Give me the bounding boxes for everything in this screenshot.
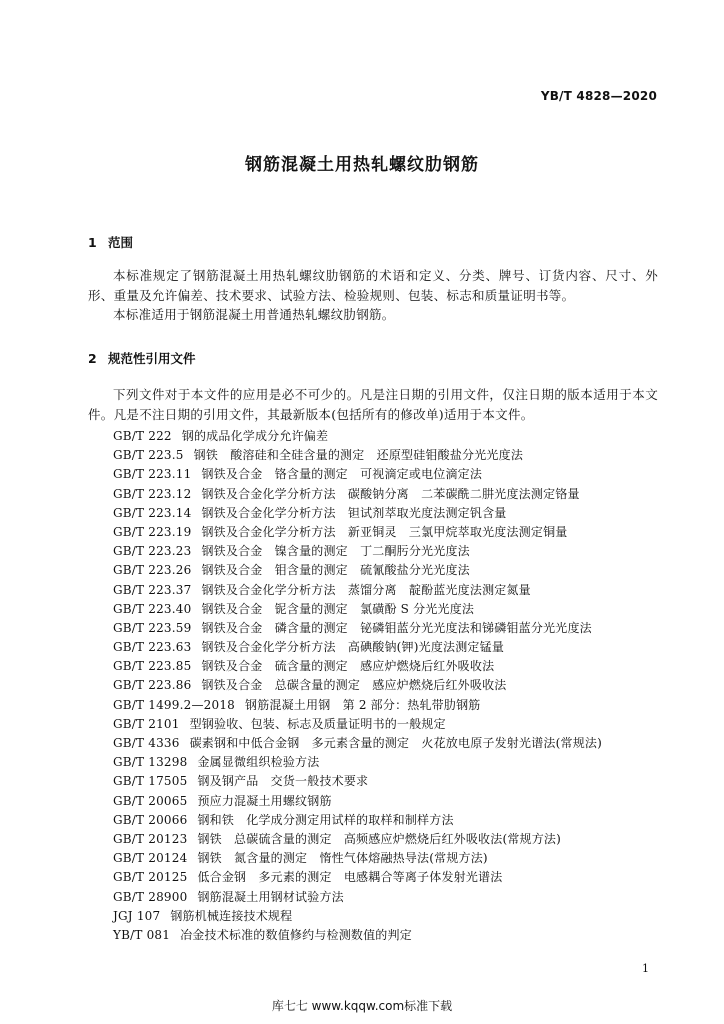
- reference-item: [113, 523, 602, 542]
- reference-code: GB/T 20065: [113, 793, 188, 808]
- reference-item: [113, 849, 602, 868]
- section-heading-scope: [88, 233, 133, 251]
- reference-title: 钢铁及合金 铬含量的测定 可视滴定或电位滴定法: [201, 467, 483, 482]
- reference-list: [113, 427, 602, 945]
- reference-code: GB/T 223.12: [113, 486, 192, 501]
- reference-title: 碳素钢和中低合金钢 多元素含量的测定 火花放电原子发射光谱法(常规法): [189, 736, 602, 750]
- scope-paragraph-2: 本标准适用于钢筋混凝土用普通热轧螺纹肋钢筋。: [113, 307, 395, 322]
- reference-code: GB/T 13298: [113, 755, 188, 770]
- reference-item: [113, 888, 602, 907]
- reference-item: [113, 465, 602, 484]
- section-title: 规范性引用文件: [108, 351, 196, 366]
- reference-item: [113, 811, 602, 830]
- reference-code: JGJ 107: [113, 908, 161, 923]
- reference-title: 钢铁及合金 硫含量的测定 感应炉燃烧后红外吸收法: [201, 659, 495, 674]
- reference-item: [113, 446, 602, 465]
- scope-paragraph-1: 本标准规定了钢筋混凝土用热轧螺纹肋钢筋的术语和定义、分类、牌号、订货内容、尺寸、外形、重量及允许偏差、技术要求、试验方法、检验规则、包装、标志和质量证明书等。: [88, 268, 658, 303]
- reference-code: GB/T 20125: [113, 870, 188, 885]
- reference-code: GB/T 222: [113, 429, 172, 443]
- reference-code: GB/T 223.85: [113, 659, 192, 674]
- reference-title: 钢铁及合金 磷含量的测定 铋磷钼蓝分光光度法和锑磷钼蓝分光光度法: [201, 620, 592, 635]
- reference-item: [113, 830, 602, 849]
- reference-title: 预应力混凝土用螺纹钢筋: [197, 793, 332, 808]
- reference-code: GB/T 20124: [113, 851, 188, 866]
- reference-title: 钢铁及合金化学分析方法 蒸馏分离 靛酚蓝光度法测定氮量: [201, 582, 531, 597]
- reference-item: [113, 734, 602, 753]
- reference-title: 金属显微组织检验方法: [197, 755, 320, 770]
- reference-code: GB/T 2101: [113, 716, 180, 731]
- reference-item: [113, 657, 602, 676]
- reference-item: [113, 427, 602, 446]
- reference-code: GB/T 223.37: [113, 582, 192, 597]
- reference-title: 钢和铁 化学成分测定用试样的取样和制样方法: [197, 812, 454, 827]
- reference-code: GB/T 223.63: [113, 640, 192, 655]
- reference-title: 钢筋混凝土用钢 第 2 部分：热轧带肋钢筋: [245, 697, 481, 712]
- reference-code: GB/T 17505: [113, 774, 188, 789]
- reference-code: GB/T 223.23: [113, 544, 192, 559]
- reference-title: 钢铁及合金 镍含量的测定 丁二酮肟分光光度法: [201, 544, 470, 559]
- section-number: 1: [88, 235, 97, 250]
- reference-code: GB/T 223.26: [113, 563, 192, 578]
- reference-title: 冶金技术标准的数值修约与检测数值的判定: [180, 927, 412, 942]
- reference-title: 钢及钢产品 交货一般技术要求: [197, 774, 369, 789]
- references-intro-paragraph: 下列文件对于本文件的应用是必不可少的。凡是注日期的引用文件，仅注日期的版本适用于本文件。凡是不注日期的引用文件，其最新版本(包括所有的修改单)适用于本文件。: [88, 387, 658, 422]
- reference-code: GB/T 20066: [113, 812, 188, 827]
- document-title: 钢筋混凝土用热轧螺纹肋钢筋: [245, 155, 479, 175]
- reference-title: 钢铁及合金化学分析方法 钽试剂萃取光度法测定钒含量: [201, 505, 507, 520]
- reference-item: [113, 868, 602, 887]
- reference-item: [113, 907, 602, 926]
- reference-title: 低合金钢 多元素的测定 电感耦合等离子体发射光谱法: [197, 870, 503, 885]
- reference-title: 钢铁及合金化学分析方法 高碘酸钠(钾)光度法测定锰量: [201, 640, 505, 655]
- reference-code: GB/T 223.59: [113, 620, 192, 635]
- reference-title: 钢铁 酸溶硅和全硅含量的测定 还原型硅钼酸盐分光光度法: [193, 448, 524, 463]
- reference-title: 钢铁及合金 总碳含量的测定 感应炉燃烧后红外吸收法: [201, 678, 507, 693]
- reference-title: 钢铁 氮含量的测定 惰性气体熔融热导法(常规方法): [197, 851, 488, 866]
- reference-title: 钢筋机械连接技术规程: [170, 908, 293, 923]
- section-number: 2: [88, 351, 97, 366]
- reference-title: 钢铁及合金 铌含量的测定 氯磺酚 S 分光光度法: [201, 601, 475, 616]
- page-number: 1: [642, 962, 649, 975]
- reference-code: GB/T 223.14: [113, 505, 192, 520]
- reference-code: YB/T 081: [113, 927, 171, 942]
- reference-item: [113, 619, 602, 638]
- reference-item: [113, 542, 602, 561]
- reference-code: GB/T 20123: [113, 831, 188, 846]
- reference-code: GB/T 223.19: [113, 524, 192, 539]
- reference-title: 型钢验收、包装、标志及质量证明书的一般规定: [189, 716, 446, 731]
- reference-item: [113, 600, 602, 619]
- reference-item: [113, 753, 602, 772]
- reference-code: GB/T 28900: [113, 889, 188, 904]
- reference-item: [113, 504, 602, 523]
- reference-item: [113, 561, 602, 580]
- reference-title: 钢铁 总碳硫含量的测定 高频感应炉燃烧后红外吸收法(常规方法): [197, 831, 562, 846]
- reference-item: [113, 772, 602, 791]
- reference-code: GB/T 4336: [113, 736, 180, 750]
- reference-item: [113, 581, 602, 600]
- reference-item: [113, 676, 602, 695]
- section-heading-references: [88, 349, 196, 367]
- reference-code: GB/T 223.11: [113, 467, 192, 482]
- reference-code: GB/T 1499.2—2018: [113, 697, 235, 712]
- reference-title: 钢的成品化学成分允许偏差: [181, 429, 329, 443]
- reference-item: [113, 638, 602, 657]
- reference-code: GB/T 223.40: [113, 601, 192, 616]
- reference-title: 钢铁及合金化学分析方法 新亚铜灵 三氯甲烷萃取光度法测定铜量: [201, 524, 568, 539]
- reference-code: GB/T 223.86: [113, 678, 192, 693]
- reference-item: [113, 715, 602, 734]
- reference-title: 钢铁及合金 钼含量的测定 硫氰酸盐分光光度法: [201, 563, 470, 578]
- reference-item: [113, 792, 602, 811]
- reference-title: 钢铁及合金化学分析方法 碳酸钠分离 二苯碳酰二肼光度法测定铬量: [201, 486, 580, 501]
- reference-item: [113, 696, 602, 715]
- reference-item: [113, 926, 602, 945]
- section-title: 范围: [108, 235, 134, 250]
- reference-code: GB/T 223.5: [113, 448, 184, 463]
- footer-watermark: 库七七 www.kqqw.com标准下载: [271, 999, 453, 1013]
- reference-title: 钢筋混凝土用钢材试验方法: [197, 889, 344, 904]
- reference-item: [113, 485, 602, 504]
- standard-code: YB/T 4828—2020: [540, 89, 657, 103]
